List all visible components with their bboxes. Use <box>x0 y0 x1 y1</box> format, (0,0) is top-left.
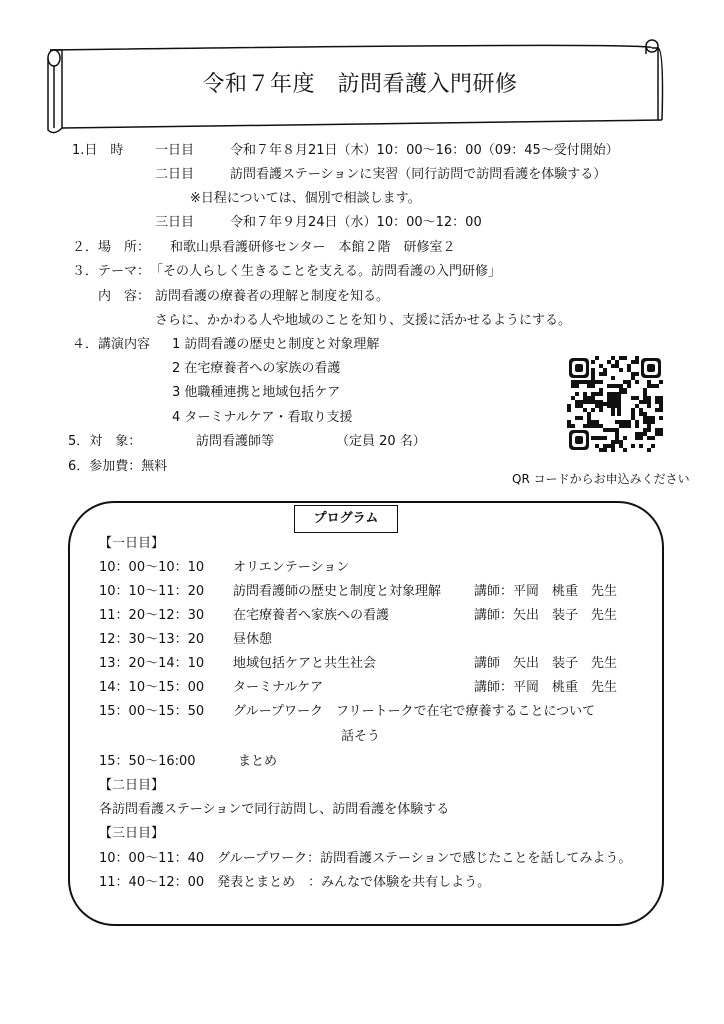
content-label: 内 容： <box>98 289 151 304</box>
program-time: 10：00～10：10 <box>99 560 205 575</box>
day3-schedule: 令和７年９月24日（水）10：00～12：00 <box>230 215 482 230</box>
program-time: 11：20～12：30 <box>99 608 205 623</box>
program-time: 14：10～15：00 <box>99 680 205 695</box>
schedule-label: 1.日 時 <box>72 143 124 158</box>
program-time: 12：30～13：20 <box>99 632 205 647</box>
theme-text: 「その人らしく生きることを支える。訪問看護の入門研修」 <box>150 264 502 279</box>
program-lecturer: 講師：平岡 桃重 先生 <box>474 680 618 695</box>
program-topic: ターミナルケア <box>233 680 324 695</box>
program-time: 10：10～11：20 <box>99 584 205 599</box>
day2-text: 各訪問看護ステーションで同行訪問し、訪問看護を体験する <box>99 802 450 817</box>
capacity-text: （定員 20 名） <box>336 434 426 449</box>
content-text: 訪問看護の療養者の理解と制度を知る。 <box>155 289 390 304</box>
program-topic: グループワーク フリートークで在宅で療養することについて <box>233 704 596 719</box>
day1-header: 【一日目】 <box>99 536 165 551</box>
theme-label: ３．テーマ： <box>72 264 151 279</box>
program-lecturer: 講師：平岡 桃重 先生 <box>474 584 618 599</box>
target-label: 5．対 象： <box>68 434 142 449</box>
place-label: ２．場 所： <box>72 240 151 255</box>
program-topic: オリエンテーション <box>233 560 350 575</box>
closing-topic: まとめ <box>238 754 278 769</box>
day3-row: 10：00～11：40 グループワーク：訪問看護ステーションで感じたことを話してみよう。 <box>99 851 632 866</box>
groupwork-continuation: 話そう <box>341 729 381 744</box>
lecture-item: 2 在宅療養者への家族の看護 <box>172 361 341 376</box>
program-topic: 地域包括ケアと共生社会 <box>233 656 377 671</box>
lecture-label: ４．講演内容 <box>72 337 151 352</box>
program-lecturer: 講師：矢出 装子 先生 <box>474 608 618 623</box>
closing-time: 15：50～16:00 <box>99 754 196 769</box>
program-topic: 在宅療養者へ家族への看護 <box>233 608 390 623</box>
target-text: 訪問看護師等 <box>196 434 275 449</box>
content-text-2: さらに、かかわる人や地域のことを知り、支援に活かせるようにする。 <box>155 313 572 328</box>
program-time: 15：00～15：50 <box>99 704 205 719</box>
day1-label: 一日目 <box>155 143 195 158</box>
page-title: 令和７年度 訪問看護入門研修 <box>202 72 518 97</box>
day3-label: 三日目 <box>155 215 195 230</box>
day2-header: 【二日目】 <box>99 778 165 793</box>
lecture-item: 3 他職種連携と地域包括ケア <box>172 385 341 400</box>
day3-row: 11：40～12：00 発表とまとめ ：みんなで体験を共有しよう。 <box>99 875 491 890</box>
lecture-item: 4 ターミナルケア・看取り支援 <box>172 410 353 425</box>
program-topic: 昼休憩 <box>233 632 273 647</box>
day2-label: 二日目 <box>155 167 195 182</box>
program-time: 13：20～14：10 <box>99 656 205 671</box>
fee-text: 6．参加費：無料 <box>68 459 168 474</box>
schedule-note: ※日程については、個別で相談します。 <box>190 191 421 206</box>
day2-schedule: 訪問看護ステーションに実習（同行訪問で訪問看護を体験する） <box>230 167 607 182</box>
program-title: プログラム <box>294 505 398 533</box>
lecture-item: 1 訪問看護の歴史と制度と対象理解 <box>172 337 380 352</box>
day3-header: 【三日目】 <box>99 826 165 841</box>
place-text: 和歌山県看護研修センター 本館２階 研修室２ <box>170 240 456 255</box>
qr-caption: QR コードからお申込みください <box>512 472 690 486</box>
qr-code[interactable] <box>567 356 663 452</box>
day1-schedule: 令和７年８月21日（木）10：00～16：00（09：45～受付開始） <box>230 143 619 158</box>
program-topic: 訪問看護師の歴史と制度と対象理解 <box>233 584 442 599</box>
program-lecturer: 講師 矢出 装子 先生 <box>474 656 618 671</box>
